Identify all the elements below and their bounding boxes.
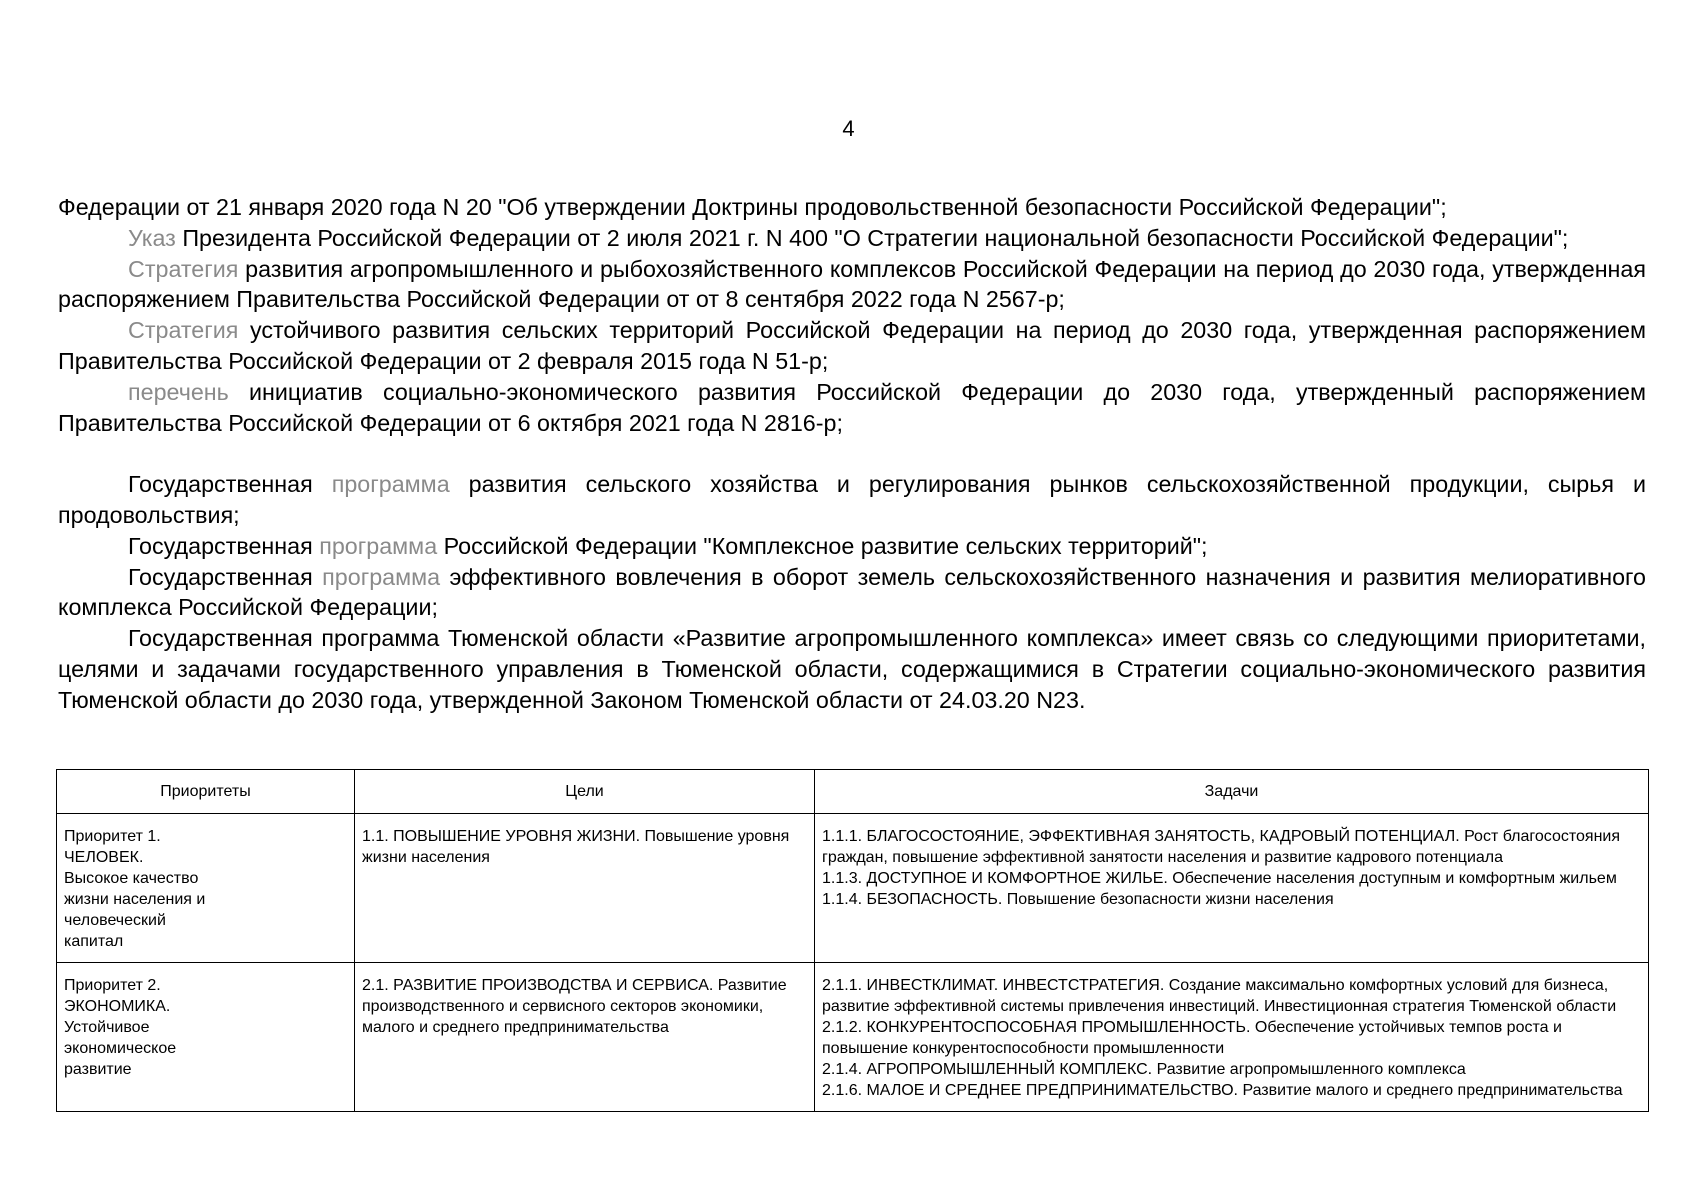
priority-line: экономическое xyxy=(64,1040,177,1057)
document-body xyxy=(58,192,1646,716)
column-header-tasks: Задачи xyxy=(815,770,1649,814)
paragraph-doctrine xyxy=(58,192,1646,223)
paragraph-state-program-land xyxy=(58,562,1646,624)
paragraph-text: Президента Российской Федерации от 2 июля 2021 г. N 400 "О Стратегии национальной безопасности Российской Федерации"; xyxy=(175,224,1569,251)
tasks-cell xyxy=(815,963,1649,1112)
table-header-row xyxy=(57,770,1649,814)
paragraph-rural-strategy xyxy=(58,315,1646,377)
paragraph-text: инициатив социально-экономического развития Российской Федерации до 2030 года, утвержденный распоряжением Правительства Российской Федерации от 6 октября 2021 года N 2816-р; xyxy=(58,378,1646,436)
priority-line: развитие xyxy=(64,1061,132,1078)
paragraph-initiatives-list xyxy=(58,377,1646,439)
column-header-goals: Цели xyxy=(355,770,815,814)
priorities-table xyxy=(56,769,1649,1112)
task-item: 1.1.1. БЛАГОСОСТОЯНИЕ, ЭФФЕКТИВНАЯ ЗАНЯТОСТЬ, КАДРОВЫЙ ПОТЕНЦИАЛ. Рост благосостояния граждан, повышение эффективной занятости населения и развитие кадрового потенциала xyxy=(822,828,1621,866)
paragraph-text-pre: Государственная xyxy=(128,563,323,590)
link-list[interactable]: перечень xyxy=(128,378,229,405)
paragraph-text: Российской Федерации "Комплексное развитие сельских территорий"; xyxy=(437,532,1208,559)
task-item: 2.1.4. АГРОПРОМЫШЛЕННЫЙ КОМПЛЕКС. Развитие агропромышленного комплекса xyxy=(822,1061,1466,1078)
paragraph-text: Государственная программа Тюменской области «Развитие агропромышленного комплекса» имеет связь со следующими приоритетами, целями и задачами государственного управления в Тюменской области, содержащимися в Стратегии социально-экономического развития Тюменской области до 2030 года, утвержденной Законом Тюменской области от 24.03.20 N23. xyxy=(58,625,1646,713)
paragraph-text-pre: Государственная xyxy=(128,532,320,559)
priority-line: капитал xyxy=(64,933,124,950)
task-item: 2.1.1. ИНВЕСТКЛИМАТ. ИНВЕСТСТРАТЕГИЯ. Создание максимально комфортных условий для бизнеса, развитие эффективной системы привлечения инвестиций. Инвестиционная стратегия Тюменской области xyxy=(822,977,1617,1015)
priority-cell xyxy=(57,963,355,1112)
priority-line: Приоритет 2. xyxy=(64,977,161,994)
priority-line: ЧЕЛОВЕК. xyxy=(64,849,144,866)
page-number: 4 xyxy=(842,116,855,141)
link-decree[interactable]: Указ xyxy=(128,224,176,251)
priority-line: Высокое качество xyxy=(64,870,199,887)
link-strategy[interactable]: Стратегия xyxy=(128,317,239,344)
link-program[interactable]: программа xyxy=(319,532,438,559)
link-program[interactable]: программа xyxy=(322,563,441,590)
paragraph-text: Федерации от 21 января 2020 года N 20 "Об утверждении Доктрины продовольственной безопасности Российской Федерации"; xyxy=(58,194,1447,220)
paragraph-state-program-agriculture xyxy=(58,469,1646,531)
link-strategy[interactable]: Стратегия xyxy=(128,255,239,282)
task-item: 1.1.4. БЕЗОПАСНОСТЬ. Повышение безопасности жизни населения xyxy=(822,891,1334,908)
task-item: 2.1.2. КОНКУРЕНТОСПОСОБНАЯ ПРОМЫШЛЕННОСТЬ. Обеспечение устойчивых темпов роста и повышение конкурентоспособности промышленности xyxy=(822,1019,1562,1057)
goal-cell: 2.1. РАЗВИТИЕ ПРОИЗВОДСТВА И СЕРВИСА. Развитие производственного и сервисного секторов экономики, малого и среднего предпринимательства xyxy=(355,963,815,1112)
table-row xyxy=(57,963,1649,1112)
priority-line: ЭКОНОМИКА. xyxy=(64,998,171,1015)
paragraph-text: эффективного вовлечения в оборот земель сельскохозяйственного назначения и развития мелиоративного комплекса Российской Федерации; xyxy=(58,563,1646,621)
priority-line: Приоритет 1. xyxy=(64,828,161,845)
paragraph-state-program-rural xyxy=(58,531,1646,562)
paragraph-text: развития агропромышленного и рыбохозяйственного комплексов Российской Федерации на период до 2030 года, утвержденная распоряжением Правительства Российской Федерации от от 8 сентября 2022 года N 2567-р; xyxy=(58,255,1646,313)
paragraph-decree-400 xyxy=(58,223,1646,254)
paragraph-text-pre: Государственная xyxy=(128,471,332,498)
task-item: 1.1.3. ДОСТУПНОЕ И КОМФОРТНОЕ ЖИЛЬЕ. Обеспечение населения доступным и комфортным жильем xyxy=(822,870,1617,887)
column-header-priorities: Приоритеты xyxy=(57,770,355,814)
priority-line: Устойчивое xyxy=(64,1019,150,1036)
tasks-cell xyxy=(815,814,1649,963)
table-row xyxy=(57,814,1649,963)
paragraph-agro-strategy xyxy=(58,254,1646,316)
goal-cell: 1.1. ПОВЫШЕНИЕ УРОВНЯ ЖИЗНИ. Повышение уровня жизни населения xyxy=(355,814,815,963)
paragraph-text: развития сельского хозяйства и регулирования рынков сельскохозяйственной продукции, сырья и продовольствия; xyxy=(58,471,1646,528)
priority-line: жизни населения и xyxy=(64,891,206,908)
paragraph-tyumen-program xyxy=(58,623,1646,715)
paragraph-text: устойчивого развития сельских территорий Российской Федерации на период до 2030 года, утвержденная распоряжением Правительства Российской Федерации от 2 февраля 2015 года N 51-р; xyxy=(58,317,1646,374)
link-program[interactable]: программа xyxy=(331,471,450,498)
priority-cell xyxy=(57,814,355,963)
task-item: 2.1.6. МАЛОЕ И СРЕДНЕЕ ПРЕДПРИНИМАТЕЛЬСТВО. Развитие малого и среднего предпринимательства xyxy=(822,1082,1623,1099)
priority-line: человеческий xyxy=(64,912,166,929)
